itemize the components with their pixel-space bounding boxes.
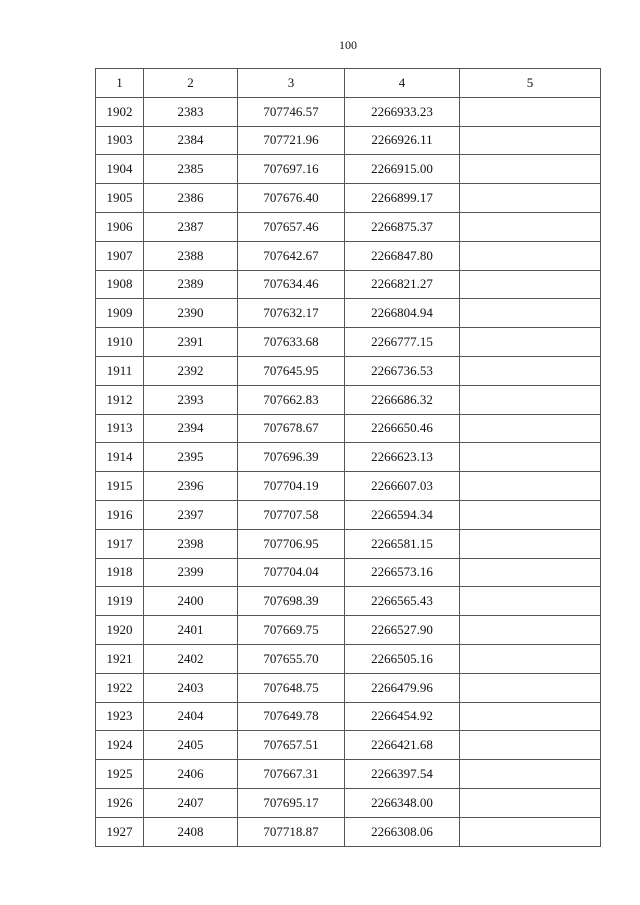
table-cell: 1920 xyxy=(96,616,144,645)
table-cell: 1907 xyxy=(96,241,144,270)
table-cell: 1910 xyxy=(96,328,144,357)
table-cell: 1924 xyxy=(96,731,144,760)
table-cell: 707649.78 xyxy=(238,702,345,731)
table-cell: 707704.04 xyxy=(238,558,345,587)
table-cell: 2266736.53 xyxy=(345,356,460,385)
table-row xyxy=(96,817,601,846)
table-cell: 2389 xyxy=(144,270,238,299)
table-cell: 707706.95 xyxy=(238,529,345,558)
table-cell: 1909 xyxy=(96,299,144,328)
table-row xyxy=(96,644,601,673)
table-cell: 1926 xyxy=(96,788,144,817)
table-cell xyxy=(460,356,601,385)
table-row xyxy=(96,558,601,587)
table-row xyxy=(96,270,601,299)
table-cell: 1911 xyxy=(96,356,144,385)
table-cell: 1925 xyxy=(96,760,144,789)
header-row xyxy=(96,69,601,98)
table-cell xyxy=(460,644,601,673)
table-row xyxy=(96,731,601,760)
table-cell xyxy=(460,760,601,789)
table-cell: 707648.75 xyxy=(238,673,345,702)
table-cell: 2394 xyxy=(144,414,238,443)
table-row xyxy=(96,356,601,385)
table-cell: 2392 xyxy=(144,356,238,385)
table-cell: 2266623.13 xyxy=(345,443,460,472)
table-cell xyxy=(460,616,601,645)
table-cell: 2266875.37 xyxy=(345,212,460,241)
table-cell: 2383 xyxy=(144,97,238,126)
table-row xyxy=(96,760,601,789)
table-cell: 2266505.16 xyxy=(345,644,460,673)
table-row xyxy=(96,299,601,328)
table-row xyxy=(96,155,601,184)
table-row xyxy=(96,328,601,357)
table-cell: 2266821.27 xyxy=(345,270,460,299)
table-cell: 2266308.06 xyxy=(345,817,460,846)
column-header: 2 xyxy=(144,69,238,98)
table-cell: 707707.58 xyxy=(238,500,345,529)
table-row xyxy=(96,587,601,616)
column-header: 5 xyxy=(460,69,601,98)
table-cell: 1915 xyxy=(96,472,144,501)
table-cell: 1904 xyxy=(96,155,144,184)
table-cell: 2391 xyxy=(144,328,238,357)
table-cell: 2388 xyxy=(144,241,238,270)
table-cell: 2408 xyxy=(144,817,238,846)
table-cell: 1923 xyxy=(96,702,144,731)
table-cell: 2266899.17 xyxy=(345,184,460,213)
table-cell xyxy=(460,97,601,126)
table-cell: 1905 xyxy=(96,184,144,213)
table-cell: 1916 xyxy=(96,500,144,529)
table-cell: 2403 xyxy=(144,673,238,702)
table-cell xyxy=(460,328,601,357)
table-cell: 1918 xyxy=(96,558,144,587)
table-cell: 2402 xyxy=(144,644,238,673)
table-cell: 2266847.80 xyxy=(345,241,460,270)
table-cell xyxy=(460,443,601,472)
page-number: 100 xyxy=(339,38,357,52)
table-cell: 1922 xyxy=(96,673,144,702)
table-cell xyxy=(460,241,601,270)
table-cell: 2266933.23 xyxy=(345,97,460,126)
table-cell xyxy=(460,414,601,443)
table-cell: 2398 xyxy=(144,529,238,558)
table-cell xyxy=(460,270,601,299)
table-cell: 2266573.16 xyxy=(345,558,460,587)
table-cell: 707632.17 xyxy=(238,299,345,328)
table-cell: 707642.67 xyxy=(238,241,345,270)
table-cell: 2386 xyxy=(144,184,238,213)
table-cell: 2401 xyxy=(144,616,238,645)
table-cell: 2266607.03 xyxy=(345,472,460,501)
table-cell xyxy=(460,731,601,760)
table-cell: 707655.70 xyxy=(238,644,345,673)
table-row xyxy=(96,472,601,501)
table-row xyxy=(96,241,601,270)
table-cell: 2400 xyxy=(144,587,238,616)
table-cell: 2266348.00 xyxy=(345,788,460,817)
table-cell: 707704.19 xyxy=(238,472,345,501)
table-cell: 1903 xyxy=(96,126,144,155)
table-cell: 1919 xyxy=(96,587,144,616)
table-cell: 1921 xyxy=(96,644,144,673)
table-cell: 707662.83 xyxy=(238,385,345,414)
table-cell: 707718.87 xyxy=(238,817,345,846)
table-cell: 707696.39 xyxy=(238,443,345,472)
table-cell: 1912 xyxy=(96,385,144,414)
table-cell: 1913 xyxy=(96,414,144,443)
table-cell: 2266594.34 xyxy=(345,500,460,529)
table-cell: 2385 xyxy=(144,155,238,184)
table-cell: 707657.51 xyxy=(238,731,345,760)
table-cell: 2266650.46 xyxy=(345,414,460,443)
coordinates-table xyxy=(95,68,601,847)
table-cell: 707667.31 xyxy=(238,760,345,789)
table-row xyxy=(96,212,601,241)
table-cell: 707657.46 xyxy=(238,212,345,241)
table-cell: 2397 xyxy=(144,500,238,529)
table-cell xyxy=(460,126,601,155)
table-cell: 1927 xyxy=(96,817,144,846)
table-cell: 2266581.15 xyxy=(345,529,460,558)
table-cell: 2384 xyxy=(144,126,238,155)
table-row xyxy=(96,385,601,414)
table-cell xyxy=(460,529,601,558)
table-cell: 2387 xyxy=(144,212,238,241)
table-cell xyxy=(460,184,601,213)
table-cell xyxy=(460,472,601,501)
table-cell xyxy=(460,673,601,702)
table-cell xyxy=(460,155,601,184)
table-cell: 1908 xyxy=(96,270,144,299)
table-cell xyxy=(460,299,601,328)
table-cell: 707633.68 xyxy=(238,328,345,357)
table-cell: 2407 xyxy=(144,788,238,817)
table-cell: 2390 xyxy=(144,299,238,328)
table-cell: 2405 xyxy=(144,731,238,760)
table-cell xyxy=(460,702,601,731)
table-cell: 2266421.68 xyxy=(345,731,460,760)
table-row xyxy=(96,673,601,702)
table-row xyxy=(96,443,601,472)
table-cell: 707645.95 xyxy=(238,356,345,385)
table-cell: 2404 xyxy=(144,702,238,731)
table-cell: 2266777.15 xyxy=(345,328,460,357)
table-cell xyxy=(460,817,601,846)
table-row xyxy=(96,702,601,731)
table-cell: 1917 xyxy=(96,529,144,558)
table-cell xyxy=(460,212,601,241)
column-header: 3 xyxy=(238,69,345,98)
table-cell: 707695.17 xyxy=(238,788,345,817)
table-cell: 2266397.54 xyxy=(345,760,460,789)
table-row xyxy=(96,126,601,155)
table-header xyxy=(96,69,601,98)
column-header: 4 xyxy=(345,69,460,98)
table-cell: 707698.39 xyxy=(238,587,345,616)
table-cell: 2266926.11 xyxy=(345,126,460,155)
table-row xyxy=(96,500,601,529)
table-cell: 1914 xyxy=(96,443,144,472)
table-row xyxy=(96,616,601,645)
table-cell xyxy=(460,788,601,817)
table-cell xyxy=(460,500,601,529)
table-cell: 2396 xyxy=(144,472,238,501)
table-cell: 2399 xyxy=(144,558,238,587)
table-cell: 2266565.43 xyxy=(345,587,460,616)
table-cell: 2395 xyxy=(144,443,238,472)
table-cell: 707697.16 xyxy=(238,155,345,184)
table-cell: 2266915.00 xyxy=(345,155,460,184)
table-cell: 707678.67 xyxy=(238,414,345,443)
table-cell xyxy=(460,587,601,616)
table-body xyxy=(96,97,601,846)
table-cell: 2266527.90 xyxy=(345,616,460,645)
table-cell: 1902 xyxy=(96,97,144,126)
table-cell: 707676.40 xyxy=(238,184,345,213)
table-cell: 2393 xyxy=(144,385,238,414)
table-cell: 2406 xyxy=(144,760,238,789)
table-cell: 2266804.94 xyxy=(345,299,460,328)
table-row xyxy=(96,97,601,126)
table-row xyxy=(96,184,601,213)
column-header: 1 xyxy=(96,69,144,98)
table-cell: 707721.96 xyxy=(238,126,345,155)
table-cell: 707634.46 xyxy=(238,270,345,299)
table-cell xyxy=(460,558,601,587)
table-row xyxy=(96,414,601,443)
table-cell: 2266686.32 xyxy=(345,385,460,414)
table-cell: 1906 xyxy=(96,212,144,241)
table-row xyxy=(96,788,601,817)
table-cell: 2266479.96 xyxy=(345,673,460,702)
table-row xyxy=(96,529,601,558)
table-cell xyxy=(460,385,601,414)
table-cell: 2266454.92 xyxy=(345,702,460,731)
table-cell: 707746.57 xyxy=(238,97,345,126)
table-cell: 707669.75 xyxy=(238,616,345,645)
